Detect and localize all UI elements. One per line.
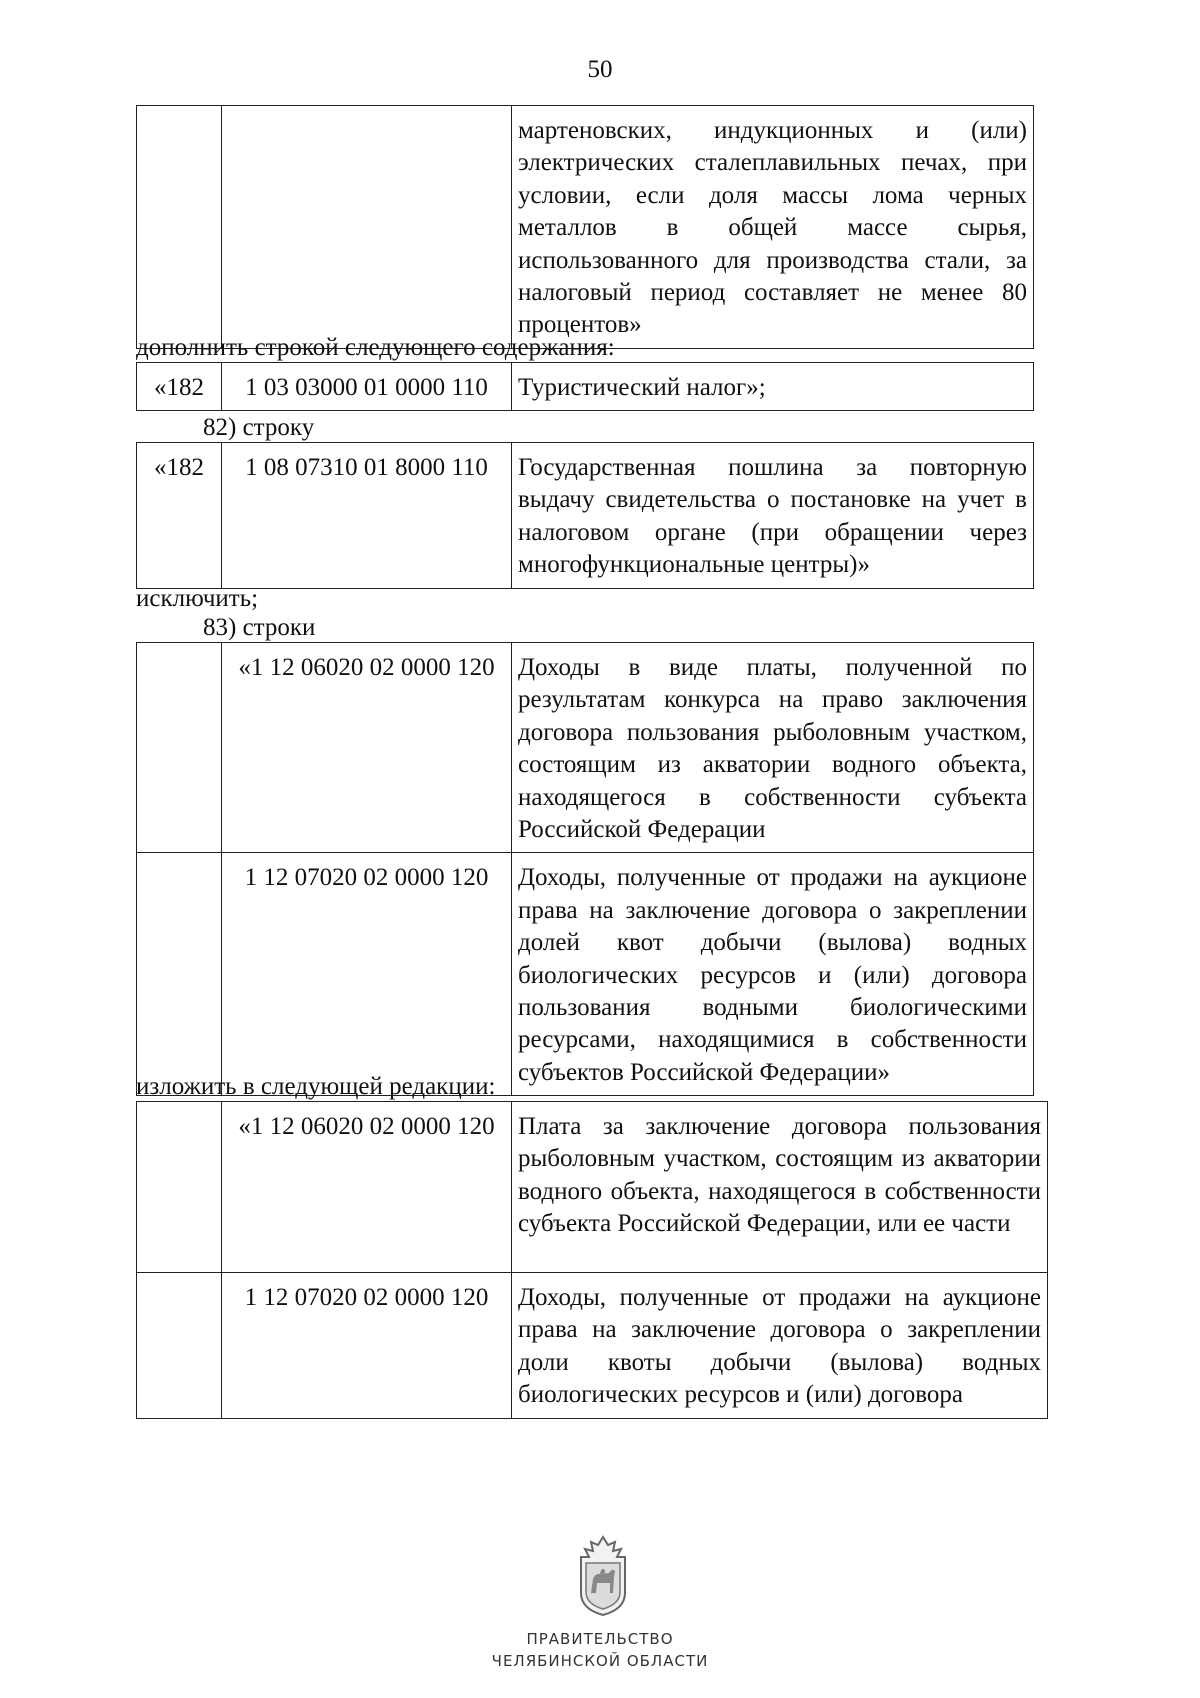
org-name-line1: ПРАВИТЕЛЬСТВО [526,1630,674,1648]
table-row [137,363,1034,411]
table-cell-kbk: 1 03 03000 01 0000 110 [222,363,512,411]
table-cell-kbk [222,106,512,349]
table-cell-code [137,1102,222,1273]
instruction-new-wording: изложить в следующей редакции: [136,1073,496,1100]
table-row [137,643,1034,853]
table-cell-code [137,106,222,349]
table-cell-kbk: 1 12 07020 02 0000 120 [222,1273,512,1419]
table-cell-description: Доходы в виде платы, полученной по результатам конкурса на право заключения договора пользования рыболовным участком, состоящим из акватории водного объекта, находящегося в собственности субъекта Российской Федерации [512,643,1034,853]
table-row [137,443,1034,589]
table-cell-description: Доходы, полученные от продажи на аукционе права на заключение договора о закреплении доли квоты добычи (вылова) водных биологических ресурсов и (или) договора [512,1273,1048,1419]
table-cell-kbk: 1 12 07020 02 0000 120 [222,853,512,1096]
table-old-rows [136,642,1034,1096]
table-cell-description: Плата за заключение договора пользования рыболовным участком, состоящим из акватории водного объекта, находящегося в собственности субъекта Российской Федерации, или ее части [512,1102,1048,1273]
instruction-add-row: дополнить строкой следующего содержания: [136,334,615,361]
item-82-heading: 82) строку [203,414,315,441]
table-cell-description: Доходы, полученные от продажи на аукционе права на заключение договора о закреплении долей квот добычи (вылова) водных биологических ресурсов и (или) договора пользования водными биологическими ресурсами, находящимися в собственности субъектов Российской Федерации» [512,853,1034,1096]
table-cell-code [137,1273,222,1419]
table-row [137,106,1034,349]
table-cell-code: «182 [137,363,222,411]
instruction-exclude: исключить; [136,585,259,612]
table-cell-code: «182 [137,443,222,589]
table-cell-kbk: «1 12 06020 02 0000 120 [222,643,512,853]
table-row [137,853,1034,1096]
table-cell-code [137,853,222,1096]
table-cell-kbk: «1 12 06020 02 0000 120 [222,1102,512,1273]
item-83-heading: 83) строки [203,614,316,641]
table-excluded-row [136,442,1034,589]
table-continuation [136,105,1034,349]
table-cell-description: Туристический налог»; [512,363,1034,411]
coat-of-arms-icon [575,1535,631,1617]
table-row [137,1102,1048,1273]
table-new-rows [136,1101,1048,1419]
table-cell-description: мартеновских, индукционных и (или) электрических сталеплавильных печах, при условии, если доля массы лома черных металлов в общей массе сырья, использованного для производства стали, за налоговый период составляет не менее 80 процентов» [512,106,1034,349]
table-cell-kbk: 1 08 07310 01 8000 110 [222,443,512,589]
table-row [137,1273,1048,1419]
table-added-row [136,362,1034,411]
table-cell-code [137,643,222,853]
page-number: 50 [587,56,613,83]
org-name-line2: ЧЕЛЯБИНСКОЙ ОБЛАСТИ [491,1652,709,1670]
table-cell-description: Государственная пошлина за повторную выдачу свидетельства о постановке на учет в налоговом органе (при обращении через многофункциональные центры)» [512,443,1034,589]
